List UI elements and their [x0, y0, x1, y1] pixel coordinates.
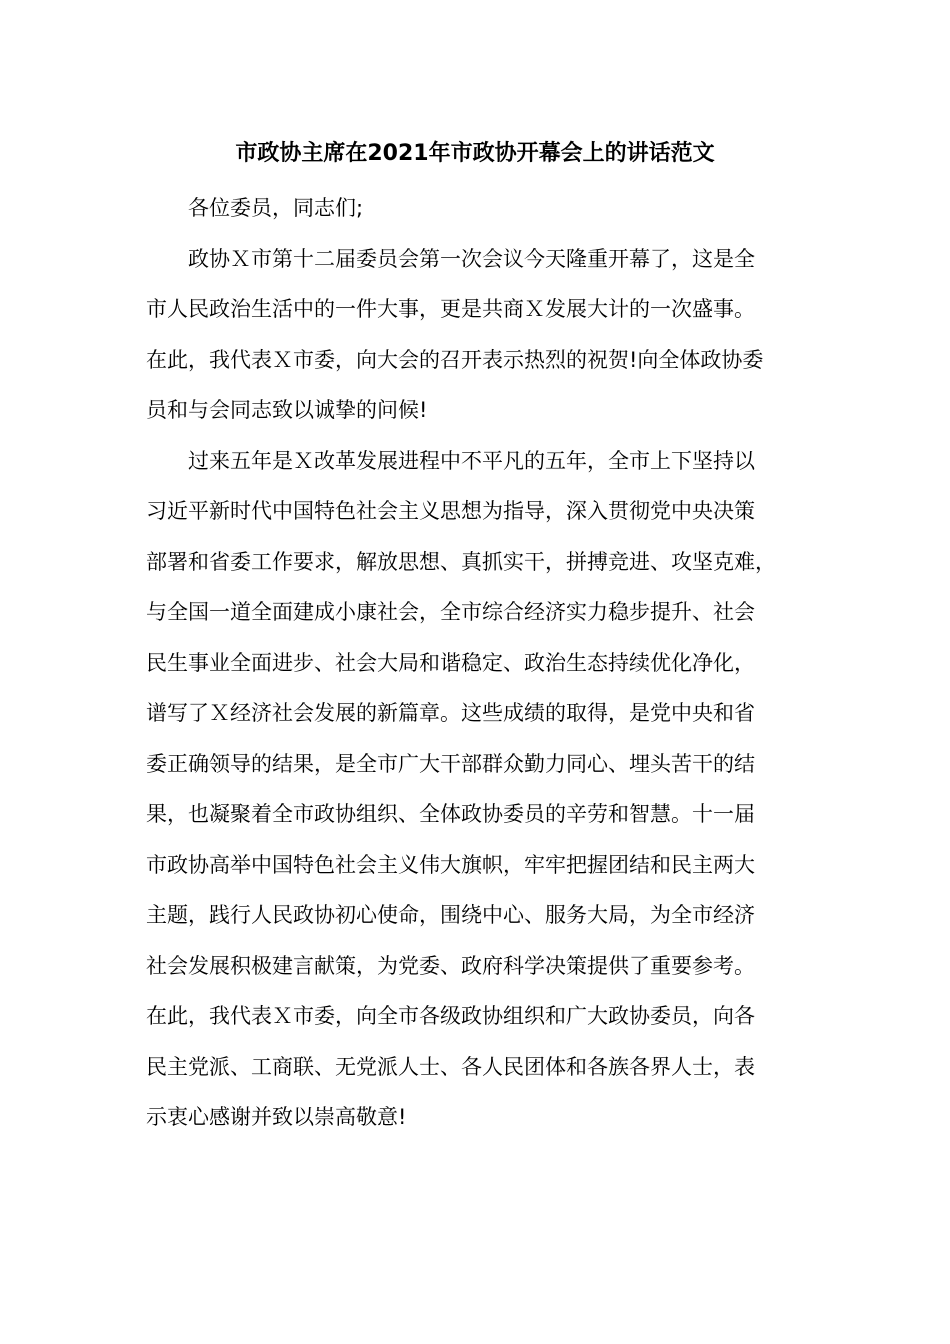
paragraph-1-line-2: 市人民政治生活中的一件大事，更是共商Ｘ发展大计的一次盛事。 [146, 297, 755, 321]
paragraph-2-line-3: 部署和省委工作要求，解放思想、真抓实干，拼搏竞进、攻坚克难， [146, 550, 776, 574]
paragraph-2-line-6: 谱写了Ｘ经济社会发展的新篇章。这些成绩的取得，是党中央和省 [146, 701, 755, 725]
paragraph-2-line-14: 示衷心感谢并致以崇高敬意! [146, 1105, 407, 1129]
paragraph-2-line-9: 市政协高举中国特色社会主义伟大旗帜，牢牢把握团结和民主两大 [146, 853, 755, 877]
paragraph-1-line-1: 政协Ｘ市第十二届委员会第一次会议今天隆重开幕了，这是全 [188, 247, 755, 271]
paragraph-2-line-12: 在此，我代表Ｘ市委，向全市各级政协组织和广大政协委员，向各 [146, 1004, 755, 1028]
paragraph-2-line-11: 社会发展积极建言献策，为党委、政府科学决策提供了重要参考。 [146, 954, 755, 978]
paragraph-2-line-10: 主题，践行人民政协初心使命，围绕中心、服务大局，为全市经济 [146, 903, 755, 927]
paragraph-2-line-2: 习近平新时代中国特色社会主义思想为指导，深入贯彻党中央决策 [146, 499, 755, 523]
paragraph-2-line-1: 过来五年是Ｘ改革发展进程中不平凡的五年，全市上下坚持以 [188, 449, 755, 473]
paragraph-2-line-13: 民主党派、工商联、无党派人士、各人民团体和各族各界人士，表 [146, 1055, 755, 1079]
paragraph-2-line-5: 民生事业全面进步、社会大局和谐稳定、政治生态持续优化净化， [146, 651, 755, 675]
salutation-line: 各位委员，同志们; [188, 196, 364, 220]
paragraph-2-line-7: 委正确领导的结果，是全市广大干部群众勤力同心、埋头苦干的结 [146, 752, 755, 776]
paragraph-2-line-4: 与全国一道全面建成小康社会，全市综合经济实力稳步提升、社会 [146, 600, 755, 624]
paragraph-1-line-3: 在此，我代表Ｘ市委，向大会的召开表示热烈的祝贺!向全体政协委 [146, 348, 764, 372]
paragraph-2-line-8: 果，也凝聚着全市政协组织、全体政协委员的辛劳和智慧。十一届 [146, 802, 755, 826]
paragraph-1-line-4: 员和与会同志致以诚挚的问候! [146, 398, 428, 422]
document-title: 市政协主席在2021年市政协开幕会上的讲话范文 [235, 141, 715, 166]
